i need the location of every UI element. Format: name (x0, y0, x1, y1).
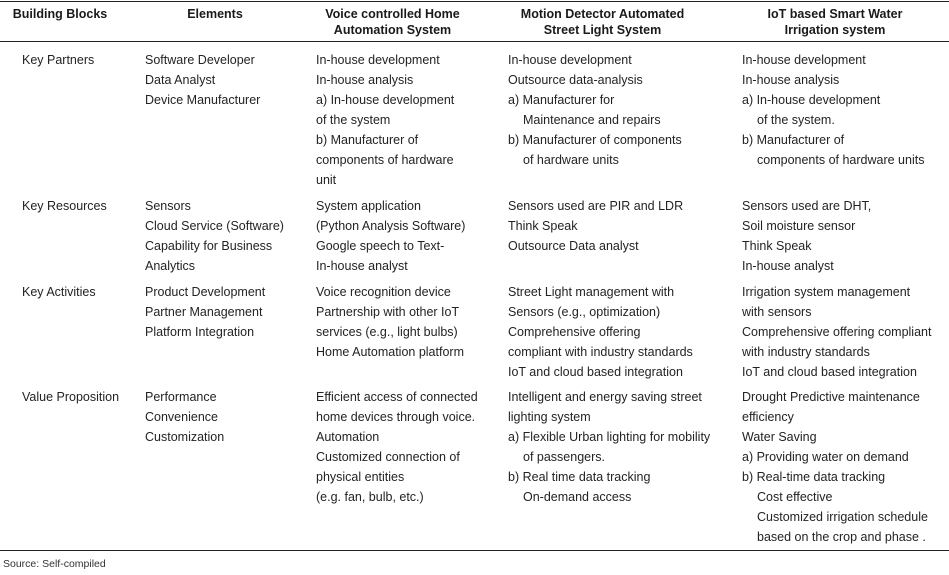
cell-line: a) Manufacturer for (508, 93, 615, 107)
header-motion-line: Street Light System (543, 23, 662, 37)
cell-motion (508, 50, 682, 170)
cell-iot (742, 387, 928, 547)
cell-line: physical entities (316, 470, 405, 484)
cell-line: Cloud Service (Software) (145, 219, 284, 233)
cell-line: Intelligent and energy saving street (508, 390, 702, 404)
cell-voice (316, 387, 478, 507)
cell-line: compliant with industry standards (508, 345, 693, 359)
cell-line: Platform Integration (145, 325, 255, 339)
cell-line: of passengers. (523, 450, 605, 464)
cell-line: components of hardware units (757, 153, 925, 167)
cell-line: System application (316, 199, 421, 213)
cell-line: Analytics (145, 259, 196, 273)
cell-line: Cost effective (757, 490, 833, 504)
cell-line: a) Flexible Urban lighting for mobility (508, 430, 711, 444)
cell-iot (742, 196, 871, 276)
cell-line: with industry standards (742, 345, 870, 359)
cell-line: services (e.g., light bulbs) (316, 325, 458, 339)
cell-line: In-house analyst (742, 259, 834, 273)
cell-line: Home Automation platform (316, 345, 464, 359)
cell-motion (508, 282, 693, 382)
cell-voice (316, 282, 464, 362)
header-iot-line: Irrigation system (784, 23, 886, 37)
cell-line: Comprehensive offering compliant (742, 325, 932, 339)
cell-line: Software Developer (145, 53, 255, 67)
table-bottom-rule (0, 550, 949, 551)
cell-line: Data Analyst (145, 73, 216, 87)
header-bottom-rule (0, 41, 949, 42)
header-motion-system (495, 6, 710, 38)
cell-line: based on the crop and phase . (757, 530, 926, 544)
cell-line: In-house analysis (742, 73, 840, 87)
cell-line: of hardware units (523, 153, 619, 167)
cell-line: Outsource data-analysis (508, 73, 643, 87)
cell-elements (145, 282, 265, 342)
header-building-blocks: Building Blocks (12, 7, 108, 21)
header-elements: Elements (187, 7, 243, 21)
cell-motion (508, 387, 710, 507)
cell-line: In-house analyst (316, 259, 408, 273)
cell-line: b) Real-time data tracking (742, 470, 886, 484)
cell-line: Convenience (145, 410, 218, 424)
header-voice-line: Voice controlled Home (325, 7, 460, 21)
cell-line: Water Saving (742, 430, 817, 444)
cell-line: (e.g. fan, bulb, etc.) (316, 490, 424, 504)
cell-line: In-house analysis (316, 73, 414, 87)
cell-line: Partner Management (145, 305, 263, 319)
cell-line: Sensors (145, 199, 191, 213)
cell-line: Maintenance and repairs (523, 113, 661, 127)
cell-line: IoT and cloud based integration (508, 365, 683, 379)
cell-line: Drought Predictive maintenance (742, 390, 920, 404)
cell-line: home devices through voice. (316, 410, 476, 424)
cell-voice (316, 196, 465, 276)
cell-block: Key Resources (22, 199, 107, 213)
table-top-rule (0, 1, 949, 2)
cell-block: Key Activities (22, 285, 96, 299)
cell-motion (508, 196, 683, 256)
cell-line: of the system. (757, 113, 835, 127)
cell-line: Performance (145, 390, 217, 404)
cell-line: Think Speak (742, 239, 812, 253)
cell-line: Soil moisture sensor (742, 219, 856, 233)
cell-line: Efficient access of connected (316, 390, 478, 404)
header-voice-system (300, 6, 485, 38)
cell-line: unit (316, 173, 337, 187)
header-motion-line: Motion Detector Automated (520, 7, 685, 21)
cell-iot (742, 282, 931, 382)
cell-line: IoT and cloud based integration (742, 365, 917, 379)
cell-line: In-house development (508, 53, 632, 67)
cell-line: with sensors (742, 305, 812, 319)
cell-line: b) Real time data tracking (508, 470, 651, 484)
cell-line: Product Development (145, 285, 266, 299)
cell-line: Comprehensive offering (508, 325, 641, 339)
cell-line: b) Manufacturer of components (508, 133, 682, 147)
cell-elements (145, 387, 224, 447)
cell-line: On-demand access (523, 490, 632, 504)
cell-block: Key Partners (22, 53, 95, 67)
cell-line: Street Light management with (508, 285, 675, 299)
cell-line: Google speech to Text- (316, 239, 445, 253)
cell-line: lighting system (508, 410, 591, 424)
header-iot-system (735, 6, 935, 38)
cell-line: Customization (145, 430, 225, 444)
cell-line: Think Speak (508, 219, 578, 233)
cell-line: efficiency (742, 410, 794, 424)
cell-line: a) Providing water on demand (742, 450, 909, 464)
cell-line: Sensors used are PIR and LDR (508, 199, 684, 213)
cell-line: Capability for Business (145, 239, 273, 253)
cell-elements (145, 196, 284, 276)
header-iot-line: IoT based Smart Water (767, 7, 903, 21)
cell-line: (Python Analysis Software) (316, 219, 466, 233)
cell-line: b) Manufacturer of (742, 133, 845, 147)
cell-line: of the system (316, 113, 391, 127)
cell-line: In-house development (742, 53, 866, 67)
cell-line: Sensors used are DHT, (742, 199, 872, 213)
cell-voice (316, 50, 454, 190)
cell-line: Customized irrigation schedule (757, 510, 928, 524)
cell-elements (145, 50, 260, 110)
cell-line: a) In-house development (316, 93, 455, 107)
cell-line: Sensors (e.g., optimization) (508, 305, 661, 319)
cell-line: a) In-house development (742, 93, 881, 107)
cell-line: components of hardware (316, 153, 454, 167)
cell-line: Automation (316, 430, 380, 444)
source-note: Source: Self-compiled (3, 558, 106, 570)
cell-line: Device Manufacturer (145, 93, 261, 107)
cell-line: Voice recognition device (316, 285, 451, 299)
cell-line: Partnership with other IoT (316, 305, 460, 319)
cell-line: Irrigation system management (742, 285, 911, 299)
cell-line: Outsource Data analyst (508, 239, 639, 253)
cell-iot (742, 50, 924, 170)
cell-block: Value Proposition (22, 390, 120, 404)
cell-line: In-house development (316, 53, 440, 67)
header-voice-line: Automation System (333, 23, 452, 37)
cell-line: b) Manufacturer of (316, 133, 419, 147)
cell-line: Customized connection of (316, 450, 460, 464)
